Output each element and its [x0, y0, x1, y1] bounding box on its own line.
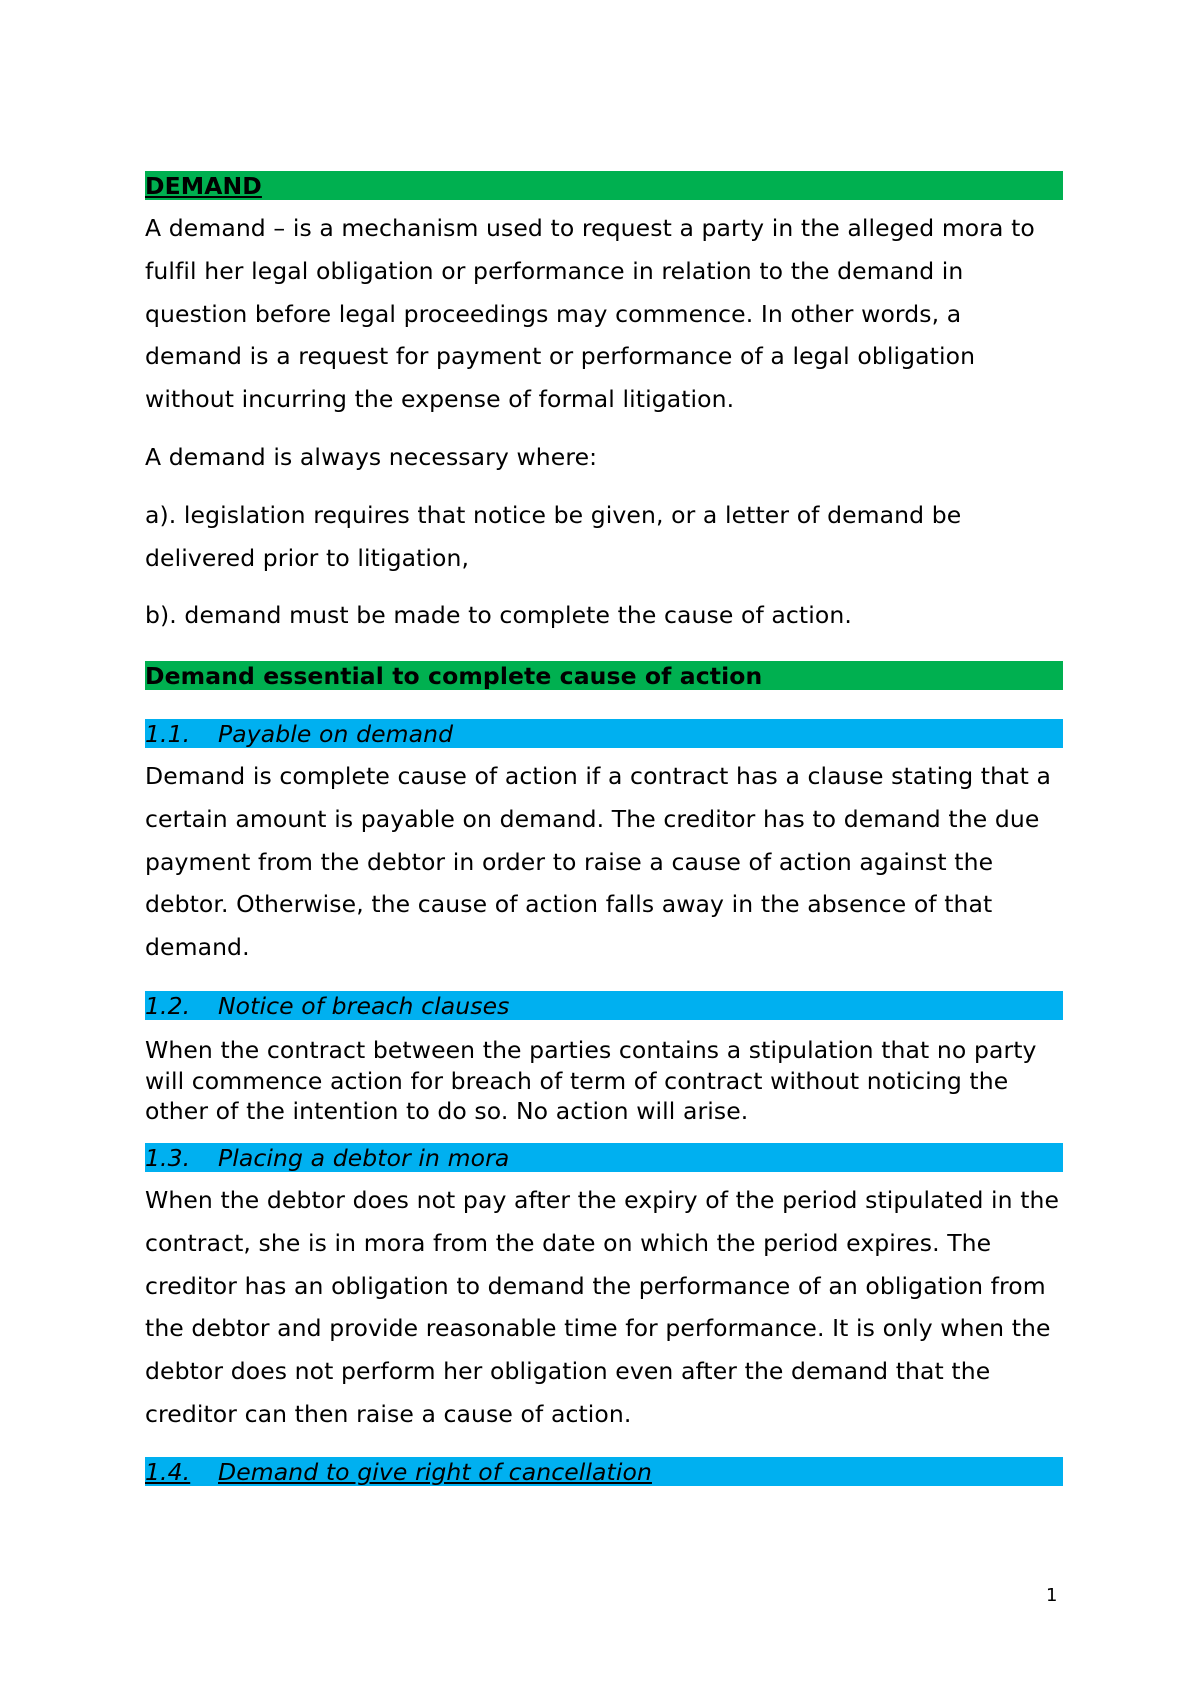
subsection-title: Payable on demand	[218, 720, 454, 748]
subsection-title: Notice of breach clauses	[218, 992, 510, 1020]
subsection-body-1-1: Demand is complete cause of action if a contract has a clause stating that a certain amount is payable on demand. The creditor has to demand the due payment from the debtor in order to raise a cause of action against the debtor. Otherwise, the cause of action falls away in the absence of that demand.	[145, 762, 1052, 962]
subsection-heading-1-3	[145, 1143, 1063, 1172]
subsection-heading-1-4	[145, 1457, 1063, 1486]
page-number: 1	[1046, 1585, 1058, 1606]
necessary-intro: A demand is always necessary where:	[145, 443, 598, 471]
subsection-title: Demand to give right of cancellation	[218, 1458, 652, 1486]
subsection-heading-1-2	[145, 991, 1063, 1020]
section-heading	[145, 661, 1063, 690]
list-item-b: b). demand must be made to complete the cause of action.	[145, 601, 852, 629]
subsection-heading-1-1	[145, 719, 1063, 748]
subsection-number: 1.4.	[145, 1458, 191, 1486]
main-heading	[145, 171, 1063, 200]
intro-paragraph: A demand – is a mechanism used to request a party in the alleged mora to fulfil her legal obligation or performance in relation to the demand in question before legal proceedings may commence. In other words, a demand is a request for payment or performance of a legal obligation without incurring the expense of formal litigation.	[145, 214, 1035, 414]
list-item-a: a). legislation requires that notice be given, or a letter of demand be delivered prior to litigation,	[145, 501, 962, 572]
section-heading-text: Demand essential to complete cause of action	[145, 662, 763, 690]
subsection-number: 1.1.	[145, 720, 191, 748]
subsection-number: 1.2.	[145, 992, 191, 1020]
main-heading-text: DEMAND	[145, 172, 262, 200]
subsection-number: 1.3.	[145, 1144, 191, 1172]
subsection-body-1-3: When the debtor does not pay after the expiry of the period stipulated in the contract, she is in mora from the date on which the period expires. The creditor has an obligation to demand the performance of an obligation from the debtor and provide reasonable time for performance. It is only when the debtor does not perform her obligation even after the demand that the creditor can then raise a cause of action.	[145, 1186, 1060, 1428]
subsection-body-1-2: When the contract between the parties contains a stipulation that no party will commence action for breach of term of contract without noticing the other of the intention to do so. No action will arise.	[145, 1036, 1037, 1125]
subsection-title: Placing a debtor in mora	[218, 1144, 510, 1172]
